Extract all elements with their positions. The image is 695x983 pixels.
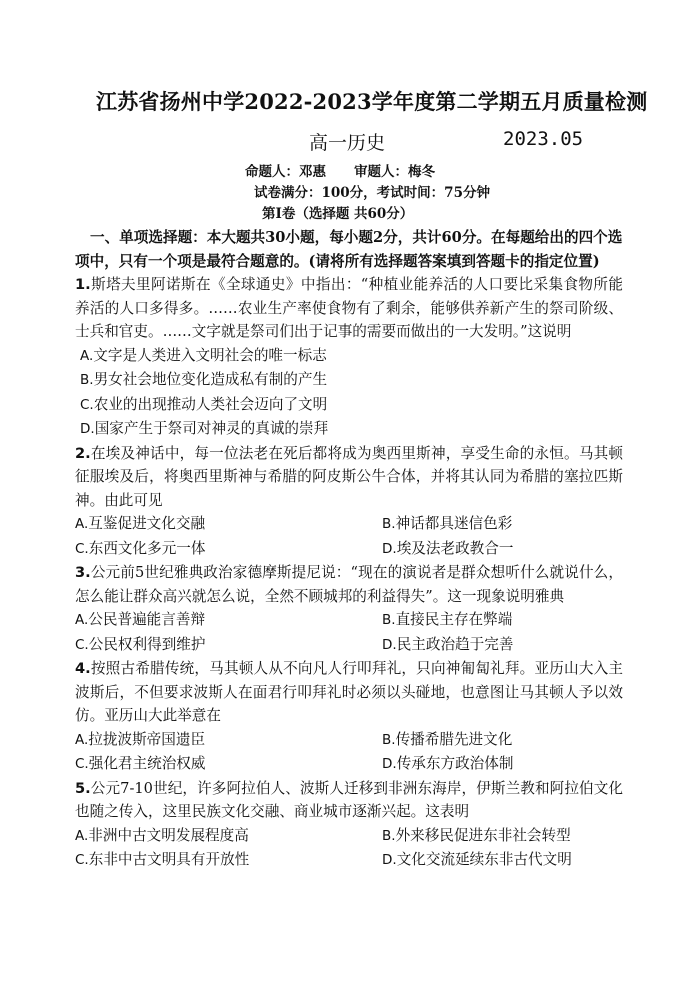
option	[382, 608, 512, 633]
option	[382, 512, 512, 537]
question-text: 公元前5世纪雅典政治家德摩斯提尼说：“现在的演说者是群众想听什么就说什么，怎么能让群众高兴就怎么说，全然不顾城邦的利益得失”。这一现象说明雅典	[75, 564, 623, 605]
option	[75, 752, 382, 777]
option-text: 文字是人类进入文明社会的唯一标志	[93, 346, 327, 364]
option-letter: A.	[75, 516, 89, 532]
option-text: 神话都具迷信色彩	[395, 515, 513, 532]
question-2	[75, 442, 623, 562]
option	[75, 728, 382, 753]
exam-body	[75, 226, 623, 873]
option-letter: A.	[75, 731, 89, 748]
option	[75, 417, 623, 442]
option-letter: B.	[382, 516, 396, 532]
option-letter: C.	[80, 396, 94, 413]
option-text: 传播希腊先进文化	[395, 730, 513, 748]
option-text: 农业的出现推动人类社会迈向了文明	[93, 395, 328, 413]
option-letter: D.	[382, 756, 397, 772]
option-letter: C.	[75, 852, 89, 868]
option	[382, 728, 512, 753]
option-letter: D.	[382, 852, 397, 868]
question-5	[75, 777, 623, 873]
option	[75, 633, 382, 658]
question-stem	[75, 273, 623, 344]
question-text: 在埃及神话中，每一位法老在死后都将成为奥西里斯神，享受生命的永恒。马其顿征服埃及后，将奥西里斯神与希腊的阿皮斯公牛合体，并将其认同为希腊的塞拉匹斯神。由此可见	[75, 444, 623, 509]
option-letter: A.	[75, 612, 89, 628]
option-row	[75, 728, 623, 753]
exam-title: 江苏省扬州中学2022-2023学年度第二学期五月质量检测	[96, 89, 648, 114]
option	[382, 633, 513, 658]
option-text: 非洲中古文明发展程度高	[88, 826, 249, 844]
option-letter: D.	[80, 421, 95, 437]
option	[382, 752, 513, 777]
question-text: 公元7-10世纪，许多阿拉伯人、波斯人迁移到非洲东海岸，伊斯兰教和阿拉伯文化也随之传入，这里民族文化交融、商业城市逐渐兴起。这表明	[75, 779, 623, 820]
question-number: 2.	[75, 444, 91, 462]
question-text: 按照古希腊传统，马其顿人从不向凡人行叩拜礼，只向神匍匐礼拜。亚历山大入主波斯后，不但要求波斯人在面君行叩拜礼时必须以头碰地，也意图让马其顿人予以效仿。亚历山大此举意在	[75, 660, 623, 724]
option-text: 传承东方政治体制	[396, 755, 514, 772]
exam-date: 2023.05	[503, 128, 584, 150]
question-number: 1.	[75, 276, 91, 293]
question-text: 斯塔夫里阿诺斯在《全球通史》中指出：“种植业能养活的人口要比采集食物所能养活的人口多得多。……农业生产率使食物有了剩余，能够供养新产生的祭司阶级、士兵和官吏。……文字就是祭司们出于记事的需要而做出的一大发明。”这说明	[75, 276, 623, 340]
option-text: 公民普遍能言善辩	[88, 611, 206, 628]
question-3	[75, 561, 623, 657]
option-letter: B.	[382, 827, 396, 844]
exam-subject: 高一历史	[309, 132, 386, 154]
option-row	[75, 633, 623, 658]
option	[75, 512, 382, 537]
option-text: 强化君主统治权威	[88, 755, 206, 772]
option-text: 互鉴促进文化交融	[88, 515, 206, 532]
question-number: 5.	[75, 779, 91, 797]
option-row	[75, 608, 623, 633]
option-letter: C.	[75, 756, 89, 772]
question-1	[75, 273, 623, 442]
question-stem	[75, 657, 623, 728]
option-letter: B.	[382, 731, 396, 748]
option	[75, 848, 382, 873]
exam-authors	[245, 160, 435, 180]
setter-label: 命题人：邓惠	[245, 164, 326, 180]
option	[75, 393, 623, 418]
section-heading: 一、单项选择题：本大题共30小题，每小题2分，共计60分。在每题给出的四个选项中，只有一个项是最符合题意的。(请将所有选择题答案填到答题卡的指定位置)	[75, 229, 623, 270]
option-text: 直接民主存在弊端	[395, 611, 513, 628]
option-text: 文化交流延续东非古代文明	[396, 851, 572, 868]
question-stem	[75, 561, 623, 608]
option-text: 民主政治趋于完善	[396, 635, 514, 653]
question-stem	[75, 442, 623, 513]
option-text: 拉拢波斯帝国遗臣	[88, 730, 206, 748]
option-letter: C.	[75, 636, 89, 653]
option-letter: D.	[382, 636, 397, 653]
option	[75, 368, 623, 393]
option-text: 埃及法老政教合一	[396, 539, 514, 557]
question-stem	[75, 777, 623, 824]
option-row	[75, 512, 623, 537]
option-row	[75, 848, 623, 873]
option	[382, 848, 572, 873]
option-row	[75, 752, 623, 777]
option-letter: B.	[382, 612, 396, 628]
option-text: 国家产生于祭司对神灵的真诚的崇拜	[94, 420, 329, 437]
reviewer-label: 审题人：梅冬	[354, 164, 435, 180]
option	[382, 824, 571, 849]
option-letter: B.	[80, 372, 94, 388]
option-text: 东非中古文明具有开放性	[88, 851, 250, 868]
option	[75, 608, 382, 633]
option-text: 外来移民促进东非社会转型	[395, 826, 571, 844]
option	[75, 824, 382, 849]
option-letter: C.	[75, 540, 89, 557]
option-letter: A.	[75, 827, 89, 844]
option	[382, 537, 513, 562]
option	[75, 537, 382, 562]
question-number: 4.	[75, 660, 91, 677]
option-row	[75, 824, 623, 849]
question-number: 3.	[75, 564, 91, 581]
option-row	[75, 537, 623, 562]
option-text: 东西文化多元一体	[88, 539, 206, 557]
option-letter: D.	[382, 540, 397, 557]
exam-score-time: 试卷满分：100分，考试时间：75分钟	[254, 185, 490, 201]
question-4	[75, 657, 623, 777]
option-text: 公民权利得到维护	[88, 635, 206, 653]
option-letter: A.	[80, 347, 94, 364]
exam-volume: 第Ⅰ卷（选择题 共60分）	[262, 206, 414, 222]
option-text: 男女社会地位变化造成私有制的产生	[93, 371, 328, 388]
option	[75, 344, 623, 369]
